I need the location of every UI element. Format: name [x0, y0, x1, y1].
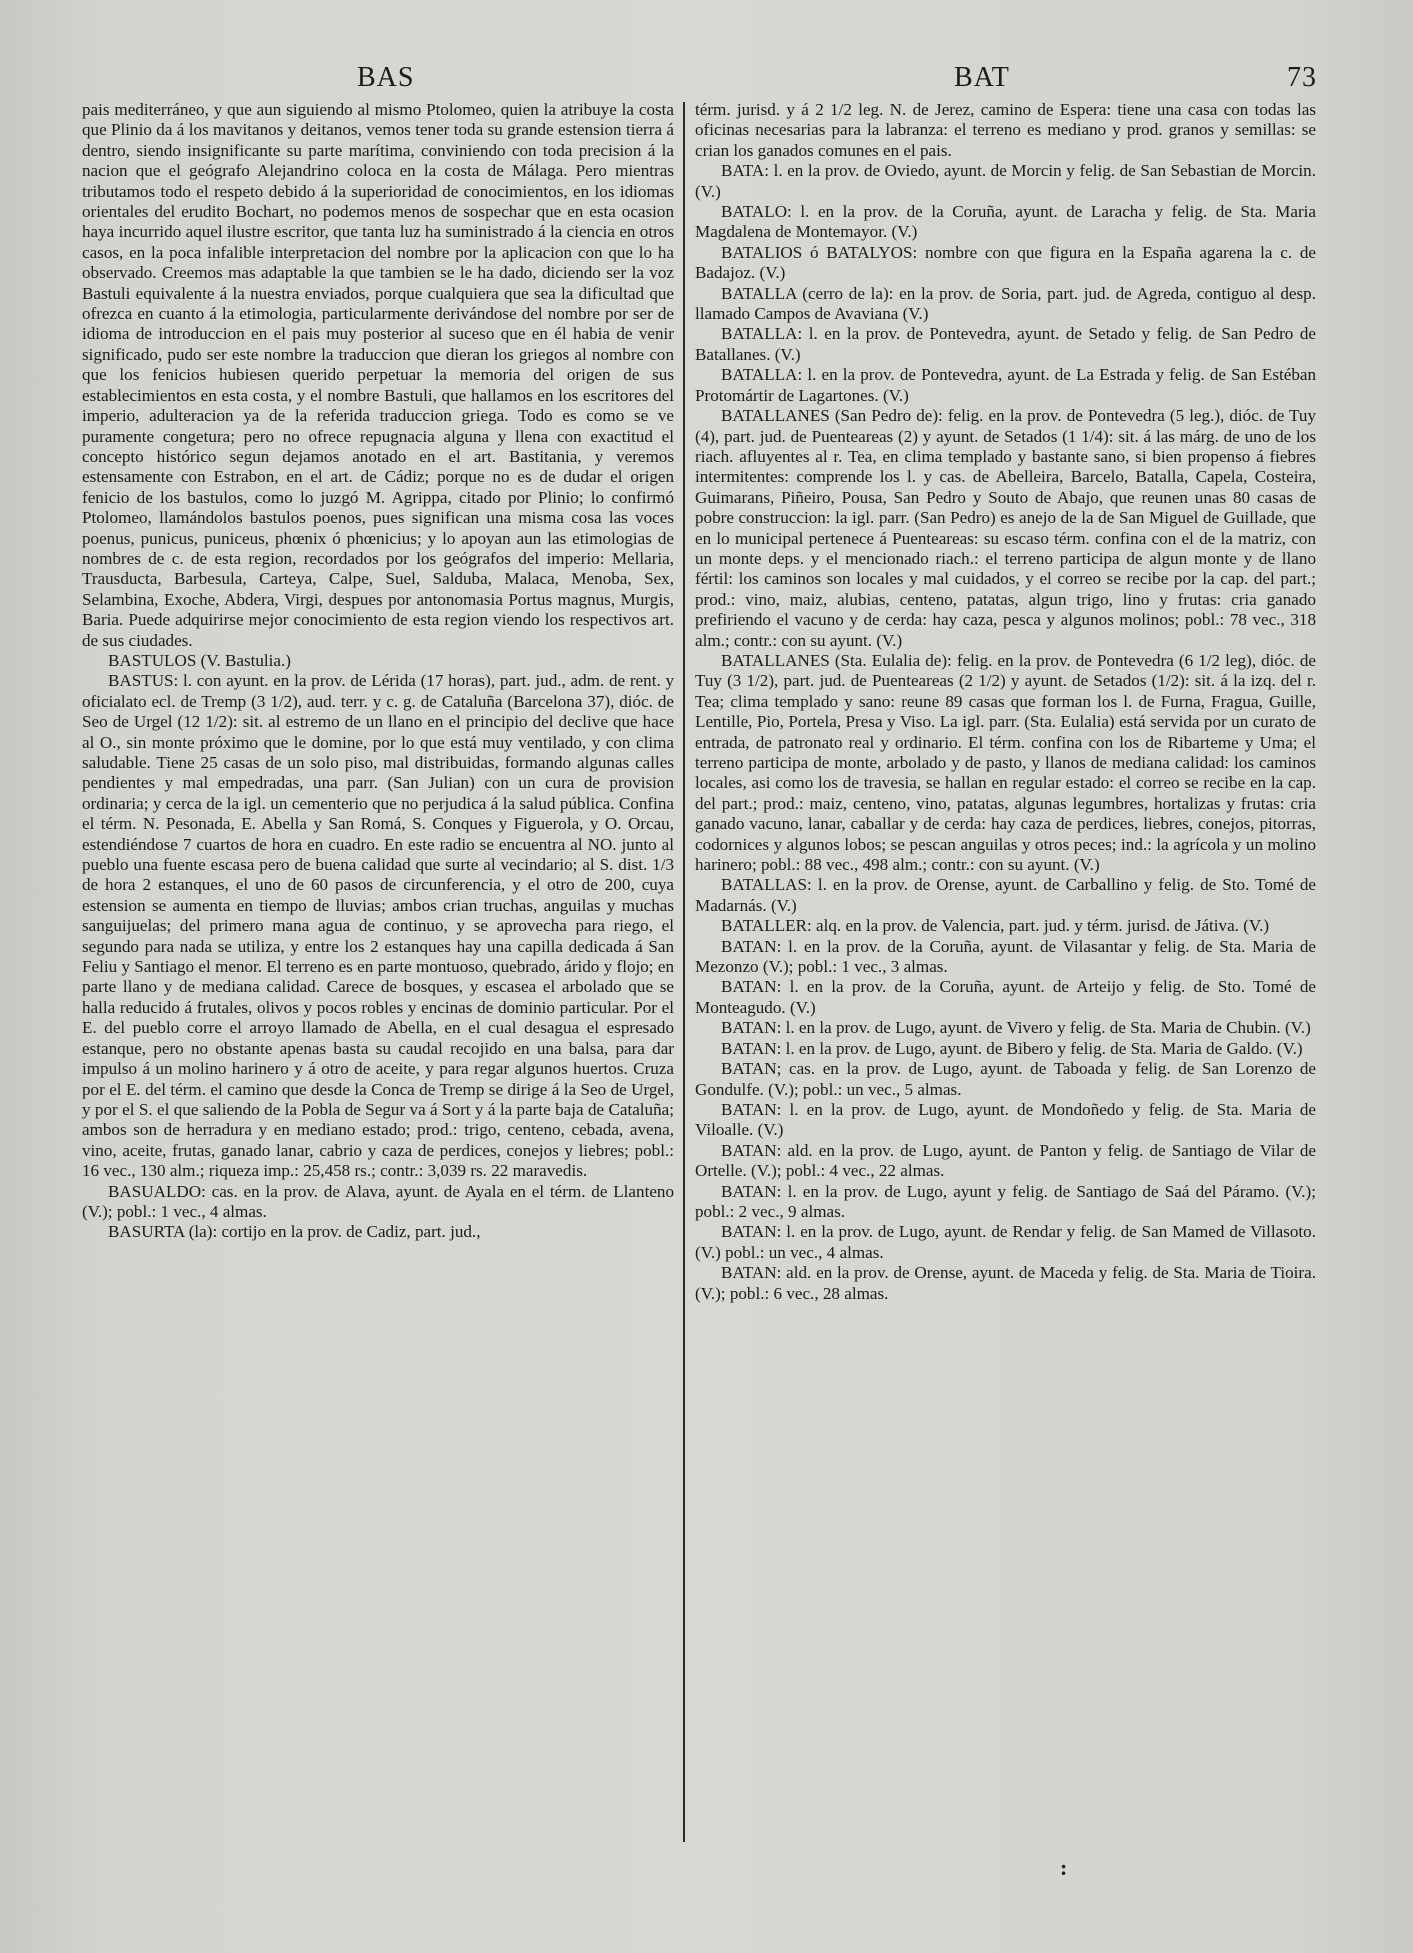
entry-paragraph: BATALLER: alq. en la prov. de Valencia, part. jud. y térm. jurisd. de Játiva. (V.) — [721, 916, 1270, 936]
entry-paragraph: BATAN: l. en la prov. de Lugo, ayunt y felig. de Santiago de Saá del Páramo. (V.); pobl.: 2 vec., 9 almas. — [695, 1181, 1316, 1221]
entry-paragraph: BATAN: l. en la prov. de Lugo, ayunt. de Rendar y felig. de San Mamed de Villasoto. (V.) pobl.: un vec., 4 almas. — [695, 1222, 1316, 1262]
entry-paragraph: pais mediterráneo, y que aun siguiendo al mismo Ptolomeo, quien la atribuye la costa que Plinio da á los mavitanos y deitanos, vemos tener toda su grande estension tierra á dentro, siendo insignificante su parte marítima, conviniendo con toda precision á la nacion que el geógrafo Alejandrino coloca en la costa de Málaga. Pero mientras tributamos todo el respeto debido á la superioridad de conocimientos, en los idiomas orientales del erudito Bochart, no podemos menos de sospechar que en esta ocasion haya incurrido aquel ilustre escritor, que tanta luz ha suministrado á la ciencia en otros casos, en la poca infalible interpretacion del nombre por la aplicacion con que lo ha observado. Creemos mas adaptable la que tambien se le ha dado, diciendo ser la voz Bastuli equivalente á la nuestra enviados, porque cualquiera que sea la dificultad que ofrezca en cuanto á la etimologia, particularmente derivándose del nombre por ser de idioma de introduccion en el pais muy posterior al suceso que en él habia de venir significado, pudo ser este nombre la traduccion que dieran los griegos al nombre con que los fenicios hubiesen querido perpetuar la memoria del origen de sus establecimientos en esta costa, y el nombre Bastuli, que hallamos en los escritores del imperio, adulteracion ya de la referida traduccion griega. Todo es como se ve puramente congetura; pero no ofrece repugnacia alguna y llena con exactitud el concepto histórico segun dejamos anotado en el art. Bastitania, y veremos estensamente con Estrabon, en el art. de Cádiz; porque no es de dudar el origen fenicio de los bastulos, como lo juzgó M. Agrippa, citado por Plinio; lo confirmó Ptolomeo, llamándolos bastulos poenos, pues significan una misma cosa las voces poenus, punicus, puniceus, phœnix ó phœnicius; y lo apoyan aun las etimologias de nombres de c. de esta region, recordados por los geógrafos del imperio: Mellaria, Trausducta, Barbesula, Carteya, Calpe, Suel, Salduba, Malaca, Menoba, Sex, Selambina, Exoche, Abdera, Virgi, despues por antonomasia Portus magnus, Murgis, Baria. Puede adquirirse mejor conocimiento de esta region viendo los respectivos art. de sus ciudades. — [82, 100, 674, 650]
entry-paragraph: BATAN: ald. en la prov. de Lugo, ayunt. de Panton y felig. de Santiago de Vilar de Ortelle. (V.); pobl.: 4 vec., 22 almas. — [695, 1140, 1316, 1181]
page-header — [92, 62, 1337, 102]
entry-paragraph: BASTUS: l. con ayunt. en la prov. de Lérida (17 horas), part. jud., adm. de rent. y oficialato ecl. de Tremp (3 1/2), aud. terr. y c. g. de Cataluña (Barcelona 37), dióc. de Seo de Urgel (12 1/2): sit. al estremo de un llano en el principio del declive que hace al O., sin monte próximo que le domine, por lo que está muy ventilado, y con clima saludable. Tiene 25 casas de un solo piso, mal distribuidas, formando algunas calles pendientes y mal empedradas, una parr. (San Julian) con un cura de provision ordinaria; y cerca de la igl. un cementerio que no perjudica á la salud pública. Confina el térm. N. Pesonada, E. Abella y San Romá, S. Conques y Figuerola, y O. Orcau, estendiéndose 7 cuartos de hora en cuadro. En este radio se encuentra al NO. junto al pueblo una fuente escasa pero de buena calidad que surte al vecindario; al S. dist. 1/3 de hora 2 estanques, el uno de 60 pasos de circunferencia, y el otro de 200, cuya estension se aumenta en tiempo de lluvias; ambos crian truchas, anguilas y muchas sanguijuelas; del primero mana agua de continuo, y se aprovecha para riego, el segundo para nada se utiliza, y entre los 2 estanques hay una capilla dedicada á San Feliu y Santiago el menor. El terreno es en parte montuoso, quebrado, árido y flojo; en parte llano y de mediana calidad. Carece de bosques, y escasea el arbolado que se halla reducido á frutales, olivos y pocos robles y encinas de dominio particular. Por el E. del pueblo corre el arroyo llamado de Abella, en el cual desagua el espresado estanque, pero no obstante apenas basta su caudal recojido en una balsa, para dar impulso á un molino harinero y á otro de aceite, y para regar algunos huertos. Cruza por el E. del térm. el camino que desde la Conca de Tremp se dirige á la Seo de Urgel, y por el S. el que saliendo de la Pobla de Segur va á Sort y á la parte baja de Cataluña; ambos son de herradura y en mediano estado; prod.: trigo, centeno, cebada, avena, vino, aceite, frutas, ganado lanar, cabrio y caza de perdices, conejos y liebres; pobl.: 16 vec., 130 alm.; riqueza imp.: 25,458 rs.; contr.: 3,039 rs. 22 maravedis. — [82, 671, 674, 1181]
entry-paragraph: BASUALDO: cas. en la prov. de Alava, ayunt. de Ayala en el térm. de Llanteno (V.); pobl.: 1 vec., 4 almas. — [82, 1181, 674, 1221]
footer-mark: : — [1060, 1855, 1068, 1880]
entry-paragraph: BATALLANES (Sta. Eulalia de): felig. en la prov. de Pontevedra (6 1/2 leg), dióc. de Tuy (3 1/2), part. jud. de Puenteareas (2 1/2) y ayunt. de Setados (1/2): sit. á la izq. del r. Tea; clima templado y sano: reune 89 casas que forman los l. de Furna, Fragua, Guille, Lentille, Pio, Portela, Presa y Viso. La igl. parr. (Sta. Eulalia) está servida por un curato de entrada, de patronato real y ordinario. El térm. confina con los de Ribarteme y Uma; el terreno participa de monte, arbolado y de pasto, y llanos de mediana calidad: los caminos locales, asi como los de travesia, se hallan en regular estado: el correo se recibe en la cap. del part.; prod.: maiz, centeno, vino, patatas, algunas legumbres, hortalizas y frutas: cria ganado vacuno, lanar, caballar y de cerda: hay caza de perdices, liebres, conejos, pitorras, codornices y algunos lobos; se pescan anguilas y otros peces; ind.: la agrícola y un molino harinero; pobl.: 88 vec., 498 alm.; contr.: con su ayunt. (V.) — [695, 650, 1316, 875]
entry-paragraph: BATALLA (cerro de la): en la prov. de Soria, part. jud. de Agreda, contiguo al desp. llamado Campos de Avaviana (V.) — [695, 283, 1316, 324]
entry-paragraph: BATALLANES (San Pedro de): felig. en la prov. de Pontevedra (5 leg.), dióc. de Tuy (4), part. jud. de Puenteareas (2) y ayunt. de Setados (1 1/4): sit. á las márg. de uno de los riach. afluyentes al r. Tea, en clima templado y bastante sano, si bien propenso á fiebres intermitentes: comprende los l. y cas. de Abelleira, Barcelo, Batalla, Capela, Costeira, Guimarans, Piñeiro, Pousa, San Pedro y Souto de Abajo, que reunen unas 80 casas de pobre construccion: la igl. parr. (San Pedro) es anejo de la de San Miguel de Guillade, que en lo municipal pertenece á Puenteareas: su escaso térm. confina con el de la matriz, con un monte deps. y el mencionado riach.: el terreno participa de algun monte y de llano fértil: los caminos son locales y mal cuidados, y el correo se recibe por la cap. del part.; prod.: vino, maiz, alubias, centeno, patatas, algun trigo, lino y frutas: cria ganado prefiriendo el vacuno y de cerda: hay caza, pesca y algunos molinos; pobl.: 78 vec., 318 alm.; contr.: con su ayunt. (V.) — [695, 406, 1316, 650]
entry-paragraph: BASTULOS (V. Bastulia.) — [108, 650, 291, 670]
entry-paragraph: térm. jurisd. y á 2 1/2 leg. N. de Jerez, camino de Espera: tiene una casa con todas las oficinas necesarias para la labranza: el terreno es mediano y prod. granos y semillas: se crian los ganados comunes en el pais. — [695, 100, 1316, 160]
entry-paragraph: BATALLA: l. en la prov. de Pontevedra, ayunt. de La Estrada y felig. de San Estéban Protomártir de Lagartones. (V.) — [695, 365, 1316, 405]
left-guide-word: BAS — [357, 62, 415, 93]
entry-paragraph: BATALO: l. en la prov. de la Coruña, ayunt. de Laracha y felig. de Sta. Maria Magdalena de Montemayor. (V.) — [695, 202, 1316, 242]
entry-paragraph: BATAN: l. en la prov. de Lugo, ayunt. de Mondoñedo y felig. de Sta. Maria de Viloalle. (V.) — [695, 1099, 1316, 1140]
entry-paragraph: BATALIOS ó BATALYOS: nombre con que figura en la España agarena la c. de Badajoz. (V.) — [695, 242, 1316, 283]
entry-paragraph: BATALLA: l. en la prov. de Pontevedra, ayunt. de Setado y felig. de San Pedro de Batallanes. (V.) — [695, 324, 1316, 364]
entry-paragraph: BATA: l. en la prov. de Oviedo, ayunt. de Morcin y felig. de San Sebastian de Morcin. (V.) — [695, 161, 1316, 201]
entry-paragraph: BATAN: l. en la prov. de la Coruña, ayunt. de Arteijo y felig. de Sto. Tomé de Monteagudo. (V.) — [695, 977, 1316, 1017]
entry-paragraph: BATALLAS: l. en la prov. de Orense, ayunt. de Carballino y felig. de Sto. Tomé de Madarnás. (V.) — [695, 875, 1316, 915]
entry-paragraph: BASURTA (la): cortijo en la prov. de Cadiz, part. jud., — [108, 1222, 481, 1242]
entry-paragraph: BATAN: l. en la prov. de Lugo, ayunt. de Bibero y felig. de Sta. Maria de Galdo. (V.) — [721, 1038, 1303, 1058]
entry-paragraph: BATAN: ald. en la prov. de Orense, ayunt. de Maceda y felig. de Sta. Maria de Tioira. (V.); pobl.: 6 vec., 28 almas. — [695, 1263, 1316, 1303]
right-column — [695, 100, 1316, 1860]
page-number: 73 — [1287, 62, 1317, 93]
right-guide-word: BAT — [954, 62, 1010, 93]
entry-paragraph: BATAN: l. en la prov. de la Coruña, ayunt. de Vilasantar y felig. de Sta. Maria de Mezonzo (V.); pobl.: 1 vec., 3 almas. — [695, 936, 1316, 977]
left-column — [82, 100, 674, 1860]
column-divider — [683, 102, 685, 1842]
entry-paragraph: BATAN: l. en la prov. de Lugo, ayunt. de Vivero y felig. de Sta. Maria de Chubin. (V.) — [721, 1018, 1311, 1038]
entry-paragraph: BATAN; cas. en la prov. de Lugo, ayunt. de Taboada y felig. de San Lorenzo de Gondulfe. (V.); pobl.: un vec., 5 almas. — [695, 1059, 1316, 1099]
